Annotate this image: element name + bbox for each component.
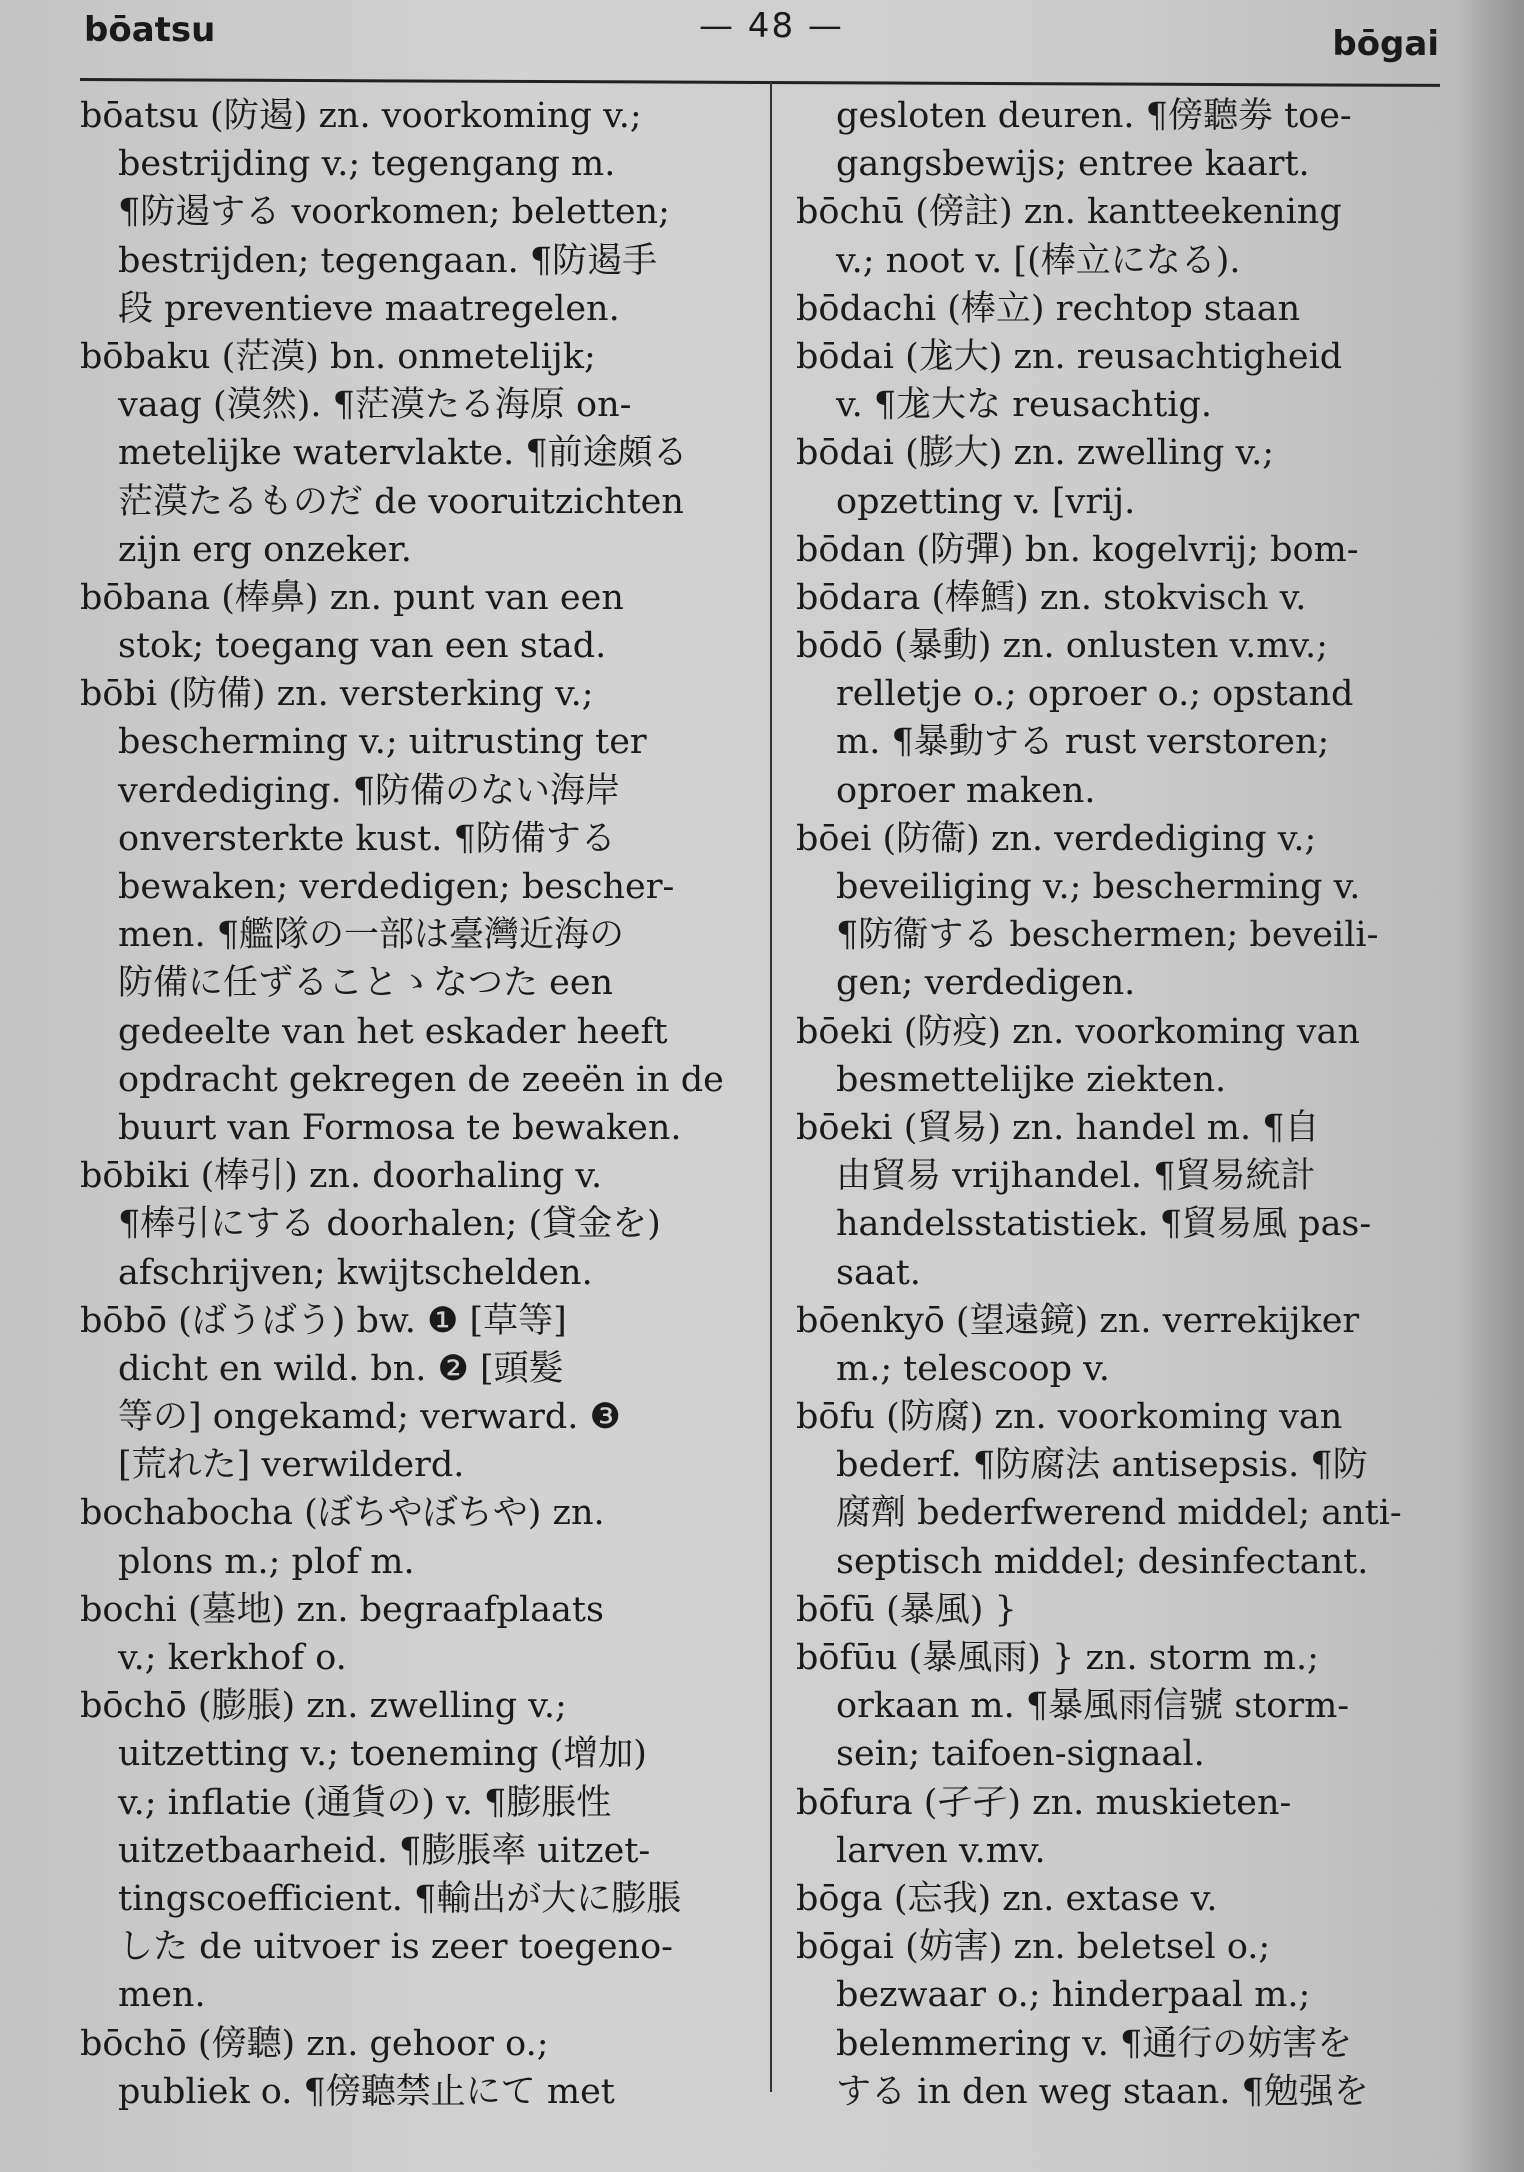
left-column-line: した de uitvoer is zeer toegeno-: [118, 1927, 673, 1968]
right-column-line: する in den weg staan. ¶勉强を: [836, 2071, 1369, 2112]
left-column-line: bestrijding v.; tegengang m.: [118, 144, 616, 185]
right-column-line: bōfu (防腐) zn. voorkoming van: [796, 1397, 1343, 1438]
left-column-line: metelijke watervlakte. ¶前途頗る: [118, 433, 688, 474]
left-column-line: bewaken; verdedigen; bescher-: [118, 867, 675, 907]
right-column-line: bōdō (暴動) zn. onlusten v.mv.;: [796, 626, 1328, 667]
left-column-line: buurt van Formosa te bewaken.: [118, 1107, 682, 1148]
left-column-line: v.; inflatie (通貨の) v. ¶膨脹性: [118, 1782, 612, 1823]
left-column-line: stok; toegang van een stad.: [118, 626, 607, 667]
left-column: [80, 92, 750, 2116]
left-column-line: publiek o. ¶傍聽禁止にて met: [118, 2071, 615, 2112]
right-column-line: bōgai (妨害) zn. beletsel o.;: [796, 1927, 1271, 1968]
right-column-line: ¶防衞する beschermen; beveili-: [836, 915, 1379, 956]
right-column-line: opzetting v. [vrij.: [836, 481, 1136, 522]
right-column-line: septisch middel; desinfectant.: [836, 1541, 1369, 1582]
right-column-line: bōdai (膨大) zn. zwelling v.;: [796, 433, 1275, 474]
left-column-line: vaag (漠然). ¶茫漠たる海原 on-: [118, 385, 632, 426]
right-column-line: m. ¶暴動する rust verstoren;: [836, 722, 1330, 763]
right-column-line: besmettelijke ziekten.: [836, 1059, 1227, 1100]
left-column-line: tingscoefficient. ¶輸出が大に膨脹: [118, 1878, 682, 1919]
right-column-line: bōchū (傍註) zn. kantteekening: [796, 192, 1342, 233]
right-column-line: bōeki (防疫) zn. voorkoming van: [796, 1011, 1360, 1052]
left-column-line: bochi (墓地) zn. begraafplaats: [80, 1589, 604, 1630]
left-column-line: bōbiki (棒引) zn. doorhaling v.: [80, 1156, 603, 1197]
right-column-line: 腐劑 bederfwerend middel; anti-: [836, 1493, 1402, 1534]
right-column-line: gangsbewijs; entree kaart.: [836, 144, 1310, 185]
right-column-line: saat.: [836, 1252, 921, 1293]
right-column-line: relletje o.; oproer o.; opstand: [836, 674, 1354, 715]
left-guide-word: bōatsu: [84, 10, 216, 50]
right-column-line: bōeki (貿易) zn. handel m. ¶自: [796, 1107, 1320, 1148]
right-column-line: bōfūu (暴風雨) } zn. storm m.;: [796, 1638, 1319, 1678]
right-column-line: bezwaar o.; hinderpaal m.;: [836, 1975, 1311, 2016]
left-column-line: bōatsu (防遏) zn. voorkoming v.;: [80, 96, 642, 136]
right-column-line: oproer maken.: [836, 770, 1096, 811]
left-column-line: v.; kerkhof o.: [118, 1638, 347, 1678]
right-column-line: 由貿易 vrijhandel. ¶貿易統計: [836, 1156, 1316, 1197]
right-column-line: bōdan (防彈) bn. kogelvrij; bom-: [796, 529, 1359, 570]
right-column-line: sein; taifoen-signaal.: [836, 1734, 1205, 1775]
page-number: — 48 —: [699, 6, 844, 46]
left-column-line: bestrijden; tegengaan. ¶防遏手: [118, 240, 658, 281]
right-column-line: bederf. ¶防腐法 antisepsis. ¶防: [836, 1445, 1368, 1486]
right-column-line: orkaan m. ¶暴風雨信號 storm-: [836, 1686, 1350, 1727]
left-column-line: onversterkte kust. ¶防備する: [118, 818, 616, 859]
left-column-line: ¶棒引にする doorhalen; (貸金を): [118, 1204, 661, 1245]
right-column-line: bōei (防衞) zn. verdediging v.;: [796, 818, 1317, 859]
right-column-line: bōfū (暴風) }: [796, 1589, 1017, 1630]
left-column-line: 防備に任ずることゝなつた een: [118, 963, 614, 1004]
right-column-line: v. ¶尨大な reusachtig.: [836, 385, 1213, 426]
left-column-line: opdracht gekregen de zeeën in de: [118, 1059, 724, 1100]
right-column-line: handelsstatistiek. ¶貿易風 pas-: [836, 1204, 1372, 1245]
left-column-line: bochabocha (ぼちやぼちや) zn.: [80, 1493, 605, 1534]
left-column-line: bescherming v.; uitrusting ter: [118, 722, 647, 763]
left-column-line: zijn erg onzeker.: [118, 529, 412, 570]
right-column-line: belemmering v. ¶通行の妨害を: [836, 2023, 1353, 2064]
left-column-line: plons m.; plof m.: [118, 1541, 415, 1582]
left-column-line: 等の] ongekamd; verward. ❸: [118, 1397, 621, 1438]
left-column-line: verdediging. ¶防備のない海岸: [118, 770, 620, 811]
left-column-line: uitzetbaarheid. ¶膨脹率 uitzet-: [118, 1830, 651, 1871]
right-column-line: bōfura (孑孑) zn. muskieten-: [796, 1782, 1292, 1823]
right-column-line: gesloten deuren. ¶傍聽劵 toe-: [836, 96, 1352, 136]
left-column-line: gedeelte van het eskader heeft: [118, 1011, 668, 1052]
left-column-line: 茫漠たるものだ de vooruitzichten: [118, 481, 684, 522]
left-column-line: afschrijven; kwijtschelden.: [118, 1252, 593, 1293]
right-column-line: m.; telescoop v.: [836, 1348, 1110, 1389]
column-divider: [770, 82, 772, 2092]
left-column-line: bōchō (傍聽) zn. gehoor o.;: [80, 2023, 549, 2064]
right-column-line: gen; verdedigen.: [836, 963, 1136, 1004]
right-column: [796, 92, 1451, 2116]
header-rule: [80, 78, 1440, 87]
left-column-line: bōbō (ばうばう) bw. ❶ [草等]: [80, 1300, 567, 1341]
left-column-line: uitzetting v.; toeneming (增加): [118, 1734, 647, 1775]
left-column-line: men. ¶艦隊の一部は臺灣近海の: [118, 915, 624, 956]
left-column-line: men.: [118, 1975, 206, 2016]
left-column-line: bōchō (膨脹) zn. zwelling v.;: [80, 1686, 567, 1727]
left-column-line: 段 preventieve maatregelen.: [118, 288, 620, 329]
page-edge-shadow: [1454, 0, 1524, 2172]
left-column-line: [荒れた] verwilderd.: [118, 1445, 465, 1486]
right-column-line: bōenkyō (望遠鏡) zn. verrekijker: [796, 1300, 1360, 1341]
right-column-line: bōga (忘我) zn. extase v.: [796, 1878, 1218, 1919]
right-column-line: bōdachi (棒立) rechtop staan: [796, 288, 1301, 329]
left-column-line: bōbaku (茫漠) bn. onmetelijk;: [80, 336, 596, 377]
left-column-line: bōbi (防備) zn. versterking v.;: [80, 674, 594, 715]
left-column-line: dicht en wild. bn. ❷ [頭髮: [118, 1348, 564, 1389]
page-header: [84, 6, 1439, 66]
left-column-line: bōbana (棒鼻) zn. punt van een: [80, 577, 624, 618]
right-column-line: beveiliging v.; bescherming v.: [836, 867, 1361, 907]
right-guide-word: bōgai: [1332, 24, 1439, 64]
right-column-line: larven v.mv.: [836, 1830, 1046, 1871]
right-column-line: bōdai (尨大) zn. reusachtigheid: [796, 336, 1343, 377]
right-column-line: v.; noot v. [(棒立になる).: [836, 240, 1241, 281]
left-column-line: ¶防遏する voorkomen; beletten;: [118, 192, 670, 233]
right-column-line: bōdara (棒鱈) zn. stokvisch v.: [796, 577, 1307, 618]
